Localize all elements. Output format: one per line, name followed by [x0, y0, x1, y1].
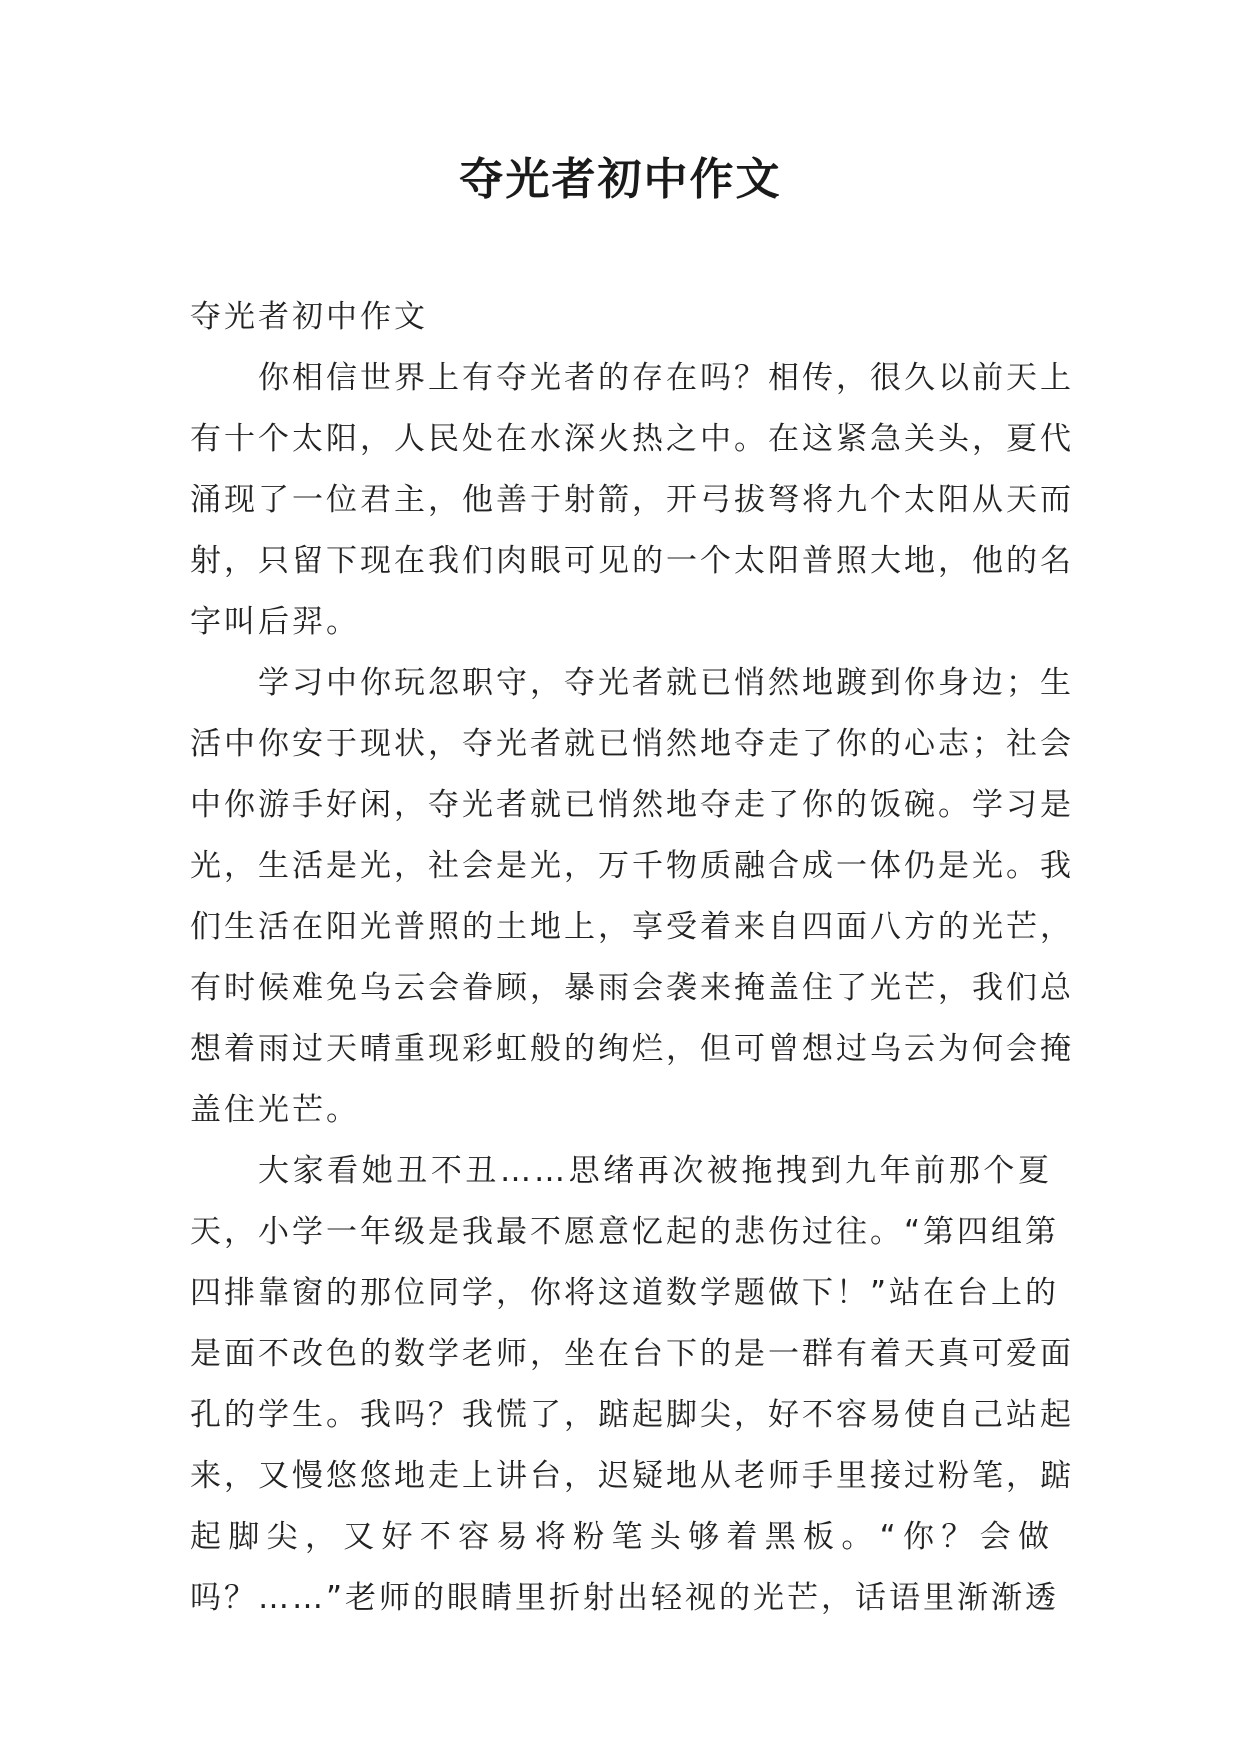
paragraph-line: 学习中你玩忽职守，夺光者就已悄然地踱到你身边；生	[258, 665, 1074, 701]
paragraph-memory	[190, 1141, 1074, 1629]
paragraph-line: 活中你安于现状，夺光者就已悄然地夺走了你的心志；社会	[190, 726, 1074, 762]
paragraph-line: 有十个太阳，人民处在水深火热之中。在这紧急关头，夏代	[190, 421, 1074, 457]
paragraph-line: 中你游手好闲，夺光者就已悄然地夺走了你的饭碗。学习是	[190, 787, 1074, 823]
paragraph-line: 大家看她丑不丑……思绪再次被拖拽到九年前那个夏	[258, 1153, 1052, 1189]
paragraph-line: 光，生活是光，社会是光，万千物质融合成一体仍是光。我	[190, 848, 1074, 884]
document-title: 夺光者初中作文	[459, 154, 782, 205]
paragraph-line: 起脚尖，又好不容易将粉笔头够着黑板。“你？会做	[190, 1519, 1052, 1555]
document-subtitle: 夺光者初中作文	[190, 299, 428, 335]
paragraph-line: 吗？……”老师的眼睛里折射出轻视的光芒，话语里渐渐透	[190, 1580, 1060, 1616]
paragraph-line: 是面不改色的数学老师，坐在台下的是一群有着天真可爱面	[190, 1336, 1074, 1372]
paragraph-line: 字叫后羿。	[190, 604, 360, 640]
paragraph-line: 涌现了一位君主，他善于射箭，开弓拔弩将九个太阳从天而	[190, 482, 1074, 518]
paragraph-line: 有时候难免乌云会眷顾，暴雨会袭来掩盖住了光芒，我们总	[190, 970, 1074, 1006]
paragraph-houyi	[190, 348, 1074, 653]
paragraph-line: 天，小学一年级是我最不愿意忆起的悲伤过往。“第四组第	[190, 1214, 1060, 1250]
paragraph-line: 四排靠窗的那位同学，你将这道数学题做下！”站在台上的	[190, 1275, 1060, 1311]
paragraph-line: 们生活在阳光普照的土地上，享受着来自四面八方的光芒，	[190, 909, 1074, 945]
paragraph-line: 你相信世界上有夺光者的存在吗？相传，很久以前天上	[258, 360, 1074, 396]
paragraph-line: 射，只留下现在我们肉眼可见的一个太阳普照大地，他的名	[190, 543, 1074, 579]
paragraph-light	[190, 653, 1074, 1141]
paragraph-line: 想着雨过天晴重现彩虹般的绚烂，但可曾想过乌云为何会掩	[190, 1031, 1074, 1067]
paragraph-line: 孔的学生。我吗？我慌了，踮起脚尖，好不容易使自己站起	[190, 1397, 1074, 1433]
paragraph-line: 盖住光芒。	[190, 1092, 360, 1128]
paragraph-line: 来，又慢悠悠地走上讲台，迟疑地从老师手里接过粉笔，踮	[190, 1458, 1074, 1494]
document-body	[190, 287, 1074, 1629]
